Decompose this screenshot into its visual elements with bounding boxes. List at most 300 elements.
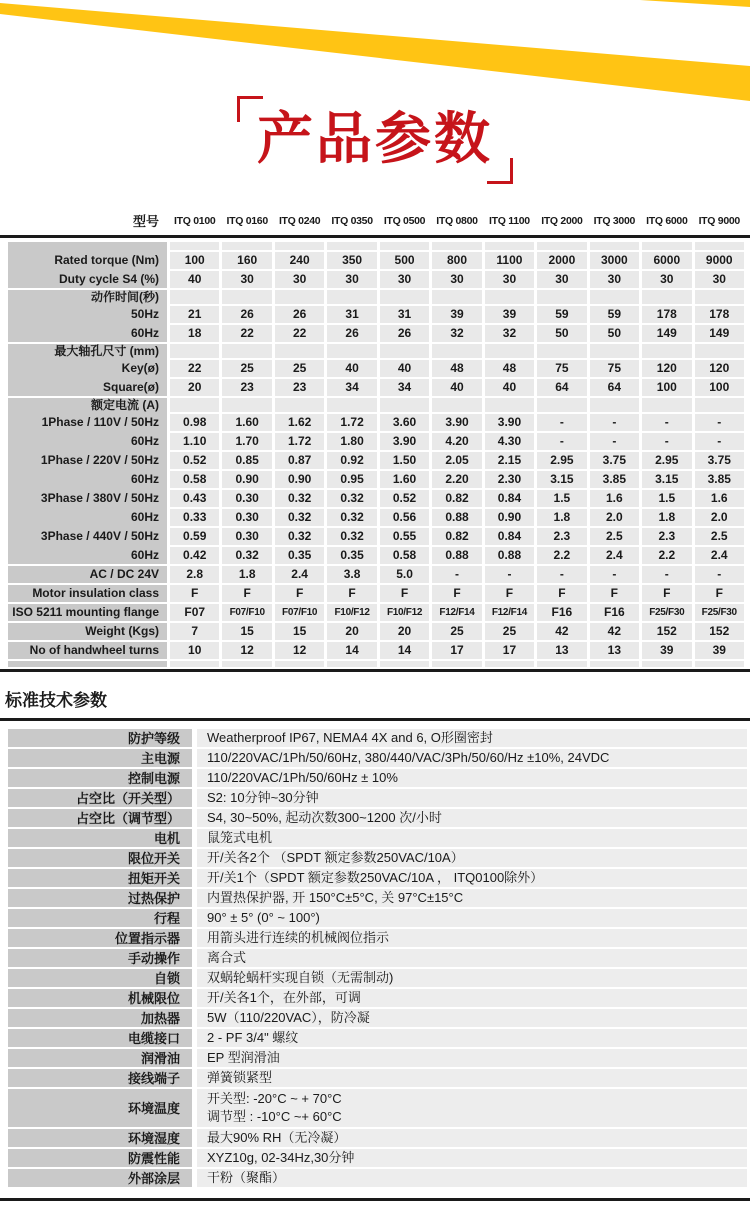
spec-value-cell: 3.75 [590,452,639,469]
spec-value-cell: 0.52 [170,452,219,469]
tech-param-value [197,949,747,967]
spec-value-cell: 34 [327,379,376,396]
spec-value-cell: 31 [327,306,376,323]
spec-value-cell: 3.85 [590,471,639,488]
spec-value-cell [275,398,324,412]
spec-row [0,585,750,602]
spec-value-cell: 3.90 [485,414,534,431]
spec-section-row [0,398,750,412]
spec-value-cell: 15 [275,623,324,640]
spec-value-cell: 1.72 [327,414,376,431]
spec-section-row [0,344,750,358]
tech-param-row [0,1009,750,1027]
spec-value-cell: 3.75 [695,452,744,469]
spec-value-cell: 0.32 [275,528,324,545]
spec-value-cell: 0.32 [327,528,376,545]
tech-param-row [0,749,750,767]
spec-value-cell: 42 [537,623,586,640]
spec-value-cell: 23 [222,379,271,396]
tech-param-value [197,1049,747,1067]
model-header-cell: ITQ 0240 [278,214,321,227]
tech-param-label: 位置指示器 [8,929,192,947]
spec-value-cell: 0.30 [222,490,271,507]
spec-value-cell [275,661,324,667]
spec-value-cell: - [642,566,691,583]
spec-value-cell: - [485,566,534,583]
spec-value-cell: 2.5 [590,528,639,545]
spec-value-cell: 75 [590,360,639,377]
tech-param-value-line: S2: 10分钟~30分钟 [207,789,319,805]
spec-value-cell: 0.55 [380,528,429,545]
spec-value-cell: 2000 [537,252,586,269]
spec-row-label: Key(ø) [8,360,167,377]
tech-param-value [197,869,747,887]
spec-value-cell: F [380,585,429,602]
spec-value-cell: 13 [537,642,586,659]
spec-row-label: 最大轴孔尺寸 (mm) [8,344,167,358]
spec-value-cell: 0.32 [327,509,376,526]
tech-param-row [0,809,750,827]
spec-value-cell: 2.20 [432,471,481,488]
spec-value-cell: 3.90 [380,433,429,450]
spec-value-cell: 149 [642,325,691,342]
spec-value-cell: 21 [170,306,219,323]
spec-value-cell [327,290,376,304]
spec-value-cell: F10/F12 [380,604,429,621]
tech-param-value [197,1089,747,1127]
spec-value-cell: - [695,414,744,431]
tech-param-value-line: 双蜗轮蜗杆实现自锁（无需制动) [207,969,394,985]
spec-value-cell: 25 [222,360,271,377]
spec-value-cell: 30 [275,271,324,288]
tech-param-value-line: 5W（110/220VAC），防冷凝 [207,1009,370,1025]
spec-value-cell [380,661,429,667]
spec-row [0,271,750,288]
spec-value-cell [432,661,481,667]
tech-param-value-line: 鼠笼式电机 [207,829,273,845]
spec-value-cell: F [537,585,586,602]
model-header-cell: ITQ 0100 [174,214,216,227]
spec-value-cell: F [485,585,534,602]
spec-value-cell [380,242,429,250]
spec-value-cell [642,661,691,667]
tech-param-row [0,869,750,887]
spec-value-cell: 2.4 [695,547,744,564]
spec-value-cell: 5.0 [380,566,429,583]
spec-row-label: 额定电流 (A) [8,398,167,412]
spec-value-cell: - [590,433,639,450]
spec-value-cell: 30 [380,271,429,288]
spec-row-label: 60Hz [8,547,167,564]
spec-value-cell: 2.0 [695,509,744,526]
tech-param-row [0,949,750,967]
model-header-cell: ITQ 1100 [489,214,530,227]
spec-value-cell [695,344,744,358]
spec-value-cell: 6000 [642,252,691,269]
spec-value-cell: 64 [537,379,586,396]
spec-value-cell: 48 [485,360,534,377]
tech-param-value-line: 用箭头进行连续的机械阀位指示 [207,929,390,945]
spec-value-cell: 23 [275,379,324,396]
title-area [0,0,750,184]
tech-param-row [0,989,750,1007]
spec-value-cell [590,290,639,304]
spec-value-cell: 17 [432,642,481,659]
spec-row [0,325,750,342]
spec-value-cell [170,398,219,412]
spec-value-cell: 7 [170,623,219,640]
spec-value-cell [695,398,744,412]
spec-value-cell: 20 [170,379,219,396]
spec-value-cell: 32 [485,325,534,342]
spec-row [0,604,750,621]
spec-value-cell: F [642,585,691,602]
spec-row [0,306,750,323]
tech-param-value [197,889,747,907]
spec-row [0,414,750,431]
spec-row [0,252,750,269]
spec-row-label: 3Phase / 380V / 50Hz [8,490,167,507]
spec-value-cell: 0.56 [380,509,429,526]
spec-row-label: Duty cycle S4 (%) [8,271,167,288]
spec-value-cell [642,344,691,358]
spec-value-cell: 0.88 [432,547,481,564]
spec-value-cell: 30 [695,271,744,288]
spec-value-cell: - [590,566,639,583]
spec-header-row [0,212,750,230]
spec-value-cell: 25 [485,623,534,640]
spec-row [0,471,750,488]
spec-row [0,452,750,469]
spec-value-cell: 2.2 [642,547,691,564]
tech-param-row [0,849,750,867]
tech-param-label: 过热保护 [8,889,192,907]
tech-param-label: 加热器 [8,1009,192,1027]
tech-param-label: 限位开关 [8,849,192,867]
spec-value-cell: 0.32 [275,490,324,507]
spec-value-cell: 2.05 [432,452,481,469]
tech-param-label: 外部涂层 [8,1169,192,1187]
spec-value-cell [695,242,744,250]
spec-value-cell: 0.42 [170,547,219,564]
spec-value-cell [327,344,376,358]
page-title: 产品参数 [257,107,493,170]
title-frame [237,96,513,184]
tech-param-label: 占空比（调节型） [8,809,192,827]
tech-param-value [197,1009,747,1027]
spec-value-cell: 2.4 [275,566,324,583]
spec-value-cell [275,344,324,358]
spec-value-cell: 39 [642,642,691,659]
spec-value-cell: 40 [485,379,534,396]
tech-param-label: 占空比（开关型） [8,789,192,807]
spec-value-cell [432,398,481,412]
spec-value-cell: 50 [537,325,586,342]
spec-value-cell [537,398,586,412]
tech-param-label: 电缆接口 [8,1029,192,1047]
spec-section-row [0,290,750,304]
spec-value-cell [432,290,481,304]
spec-value-cell: 2.8 [170,566,219,583]
tech-params-body [0,729,750,1187]
spec-row [0,547,750,564]
spec-value-cell: F [432,585,481,602]
tech-param-value-line: S4, 30~50%, 起动次数300~1200 次/小时 [207,809,442,825]
spec-value-cell: 3.90 [432,414,481,431]
spec-row-label [8,242,167,250]
spec-value-cell: 0.84 [485,490,534,507]
spec-row-label: 动作时间(秒) [8,290,167,304]
spec-value-cell: 0.82 [432,528,481,545]
spec-value-cell: 3.8 [327,566,376,583]
spec-row [0,360,750,377]
spec-row [0,528,750,545]
spec-value-cell [695,661,744,667]
tech-param-value [197,769,747,787]
spec-value-cell [222,290,271,304]
spec-value-cell: 2.3 [537,528,586,545]
tech-param-row [0,1169,750,1187]
tech-param-value [197,969,747,987]
spec-value-cell: 12 [222,642,271,659]
header-divider-rule [0,235,750,238]
spec-row [0,433,750,450]
spec-row [0,623,750,640]
spec-value-cell: 1.8 [222,566,271,583]
tech-param-row [0,829,750,847]
tech-param-value [197,909,747,927]
spec-value-cell: 0.84 [485,528,534,545]
spec-value-cell: 20 [380,623,429,640]
spec-value-cell [590,344,639,358]
spec-value-cell: 800 [432,252,481,269]
spec-value-cell: 15 [222,623,271,640]
spec-value-cell: - [642,433,691,450]
spec-value-cell: F [170,585,219,602]
spec-value-cell: 48 [432,360,481,377]
spec-value-cell: 3.15 [642,471,691,488]
spec-value-cell: 0.90 [485,509,534,526]
spec-value-cell: 100 [642,379,691,396]
spec-value-cell: 1.5 [537,490,586,507]
tech-param-value [197,789,747,807]
spec-value-cell: 152 [642,623,691,640]
spec-value-cell: 0.88 [485,547,534,564]
spec-value-cell: 1.60 [380,471,429,488]
spec-value-cell: 178 [642,306,691,323]
tech-param-value-line: 110/220VAC/1Ph/50/60Hz, 380/440/VAC/3Ph/50/60/Hz ±10%, 24VDC [207,749,610,765]
spec-value-cell [170,290,219,304]
spec-value-cell: 59 [537,306,586,323]
spec-value-cell: 3.60 [380,414,429,431]
spec-value-cell: 30 [537,271,586,288]
tech-param-value-line: 90° ± 5° (0° ~ 100°) [207,909,320,925]
tech-param-label: 主电源 [8,749,192,767]
spec-value-cell: 120 [695,360,744,377]
spec-value-cell: 160 [222,252,271,269]
spec-row-label: Motor insulation class [8,585,167,602]
spec-value-cell: 1.70 [222,433,271,450]
spec-value-cell: - [537,566,586,583]
model-header-cell: ITQ 0800 [436,214,478,227]
spec-value-cell: 31 [380,306,429,323]
spec-value-cell: 32 [432,325,481,342]
spec-value-cell [327,242,376,250]
spec-value-cell [590,661,639,667]
tech-param-value [197,729,747,747]
spec-value-cell: 1.10 [170,433,219,450]
spec-value-cell: 1.50 [380,452,429,469]
spec-value-cell: 40 [170,271,219,288]
spec-value-cell [485,344,534,358]
spec-value-cell [695,290,744,304]
spec-value-cell [170,242,219,250]
spec-row-label: Rated torque (Nm) [8,252,167,269]
spec-row-label: 60Hz [8,325,167,342]
spec-value-cell [537,661,586,667]
spec-value-cell: 40 [432,379,481,396]
model-header-cell: ITQ 0350 [331,214,373,227]
spec-value-cell: 2.15 [485,452,534,469]
spec-value-cell: 22 [275,325,324,342]
tech-param-label: 手动操作 [8,949,192,967]
spec-value-cell: F10/F12 [327,604,376,621]
spec-value-cell: 120 [642,360,691,377]
spec-value-cell: 0.87 [275,452,324,469]
spec-value-cell: F07/F10 [222,604,271,621]
spec-value-cell: 0.32 [327,490,376,507]
spec-value-cell: 2.2 [537,547,586,564]
tech-param-row [0,1149,750,1167]
spec-value-cell: 30 [222,271,271,288]
spec-value-cell [170,344,219,358]
tech-param-label: 电机 [8,829,192,847]
spec-row [0,379,750,396]
spec-value-cell: 50 [590,325,639,342]
spec-value-cell: 9000 [695,252,744,269]
spec-value-cell: F12/F14 [485,604,534,621]
model-header-cell: ITQ 0500 [383,214,426,227]
spec-table [0,212,750,672]
spec-value-cell [222,242,271,250]
spec-bottom-rule [0,669,750,672]
spec-value-cell [537,242,586,250]
spec-value-cell: 1.8 [642,509,691,526]
spec-value-cell: 0.98 [170,414,219,431]
tech-param-value [197,749,747,767]
tech-param-value [197,1149,747,1167]
spec-value-cell: 0.85 [222,452,271,469]
spec-value-cell: 30 [327,271,376,288]
model-column-header: 型号 [132,214,159,230]
tech-param-row [0,1049,750,1067]
spec-value-cell: 0.32 [275,509,324,526]
spec-value-cell: F25/F30 [642,604,691,621]
spec-value-cell: 350 [327,252,376,269]
spec-value-cell: 500 [380,252,429,269]
spec-row [0,490,750,507]
tech-param-value [197,849,747,867]
tech-param-row [0,729,750,747]
tech-param-value-line: 110/220VAC/1Ph/50/60Hz ± 10% [207,769,398,785]
tech-param-row [0,969,750,987]
spec-value-cell: 59 [590,306,639,323]
tech-param-label: 扭矩开关 [8,869,192,887]
spec-value-cell: F [590,585,639,602]
tech-params-title: 标准技术参数 [5,690,107,710]
spec-row-label: ISO 5211 mounting flange [8,604,167,621]
tech-param-row [0,909,750,927]
spec-value-cell: F16 [590,604,639,621]
spec-value-cell [222,661,271,667]
spec-value-cell: 1100 [485,252,534,269]
spec-value-cell: 13 [590,642,639,659]
tech-param-label: 防震性能 [8,1149,192,1167]
spec-value-cell: 1.60 [222,414,271,431]
spec-value-cell: F25/F30 [695,604,744,621]
spec-value-cell: 1.8 [537,509,586,526]
spec-value-cell [485,398,534,412]
spec-value-cell: 2.0 [590,509,639,526]
tech-param-value-line: 干粉（聚酯） [207,1169,286,1185]
spec-value-cell: F07/F10 [275,604,324,621]
spec-value-cell: 18 [170,325,219,342]
spec-value-cell [327,661,376,667]
tech-param-label: 控制电源 [8,769,192,787]
spec-value-cell: F16 [537,604,586,621]
spec-value-cell [590,398,639,412]
spec-value-cell: F [275,585,324,602]
spec-value-cell: F [222,585,271,602]
spec-value-cell: 0.35 [275,547,324,564]
spec-value-cell: - [537,433,586,450]
spec-row [0,566,750,583]
tech-params-section [0,686,750,1201]
spec-value-cell: 0.32 [222,547,271,564]
spec-value-cell: 1.72 [275,433,324,450]
spec-row-label: AC / DC 24V [8,566,167,583]
spec-value-cell: 149 [695,325,744,342]
tech-param-label: 自锁 [8,969,192,987]
spec-value-cell: 17 [485,642,534,659]
spec-value-cell: 14 [380,642,429,659]
spec-value-cell: - [537,414,586,431]
spec-value-cell [432,344,481,358]
spec-value-cell: 25 [275,360,324,377]
tech-param-value [197,829,747,847]
spec-value-cell: 2.30 [485,471,534,488]
spec-row-label: 60Hz [8,509,167,526]
spec-value-cell: 2.95 [537,452,586,469]
spec-value-cell [485,661,534,667]
spec-value-cell: 3.85 [695,471,744,488]
spec-value-cell [537,290,586,304]
spec-row-label: 60Hz [8,433,167,450]
spec-value-cell: 42 [590,623,639,640]
spec-value-cell: 25 [432,623,481,640]
spec-value-cell: 30 [485,271,534,288]
tech-param-value-line: 开/关各1个，在外部，可调 [207,989,361,1005]
spec-value-cell [327,398,376,412]
spec-value-cell: 3000 [590,252,639,269]
spec-value-cell: 39 [695,642,744,659]
spec-value-cell: 40 [327,360,376,377]
model-header-cell: ITQ 0160 [226,214,268,227]
spec-value-cell: 1.80 [327,433,376,450]
corner-bracket-topleft-icon [237,96,263,122]
tech-param-value-line: Weatherproof IP67, NEMA4 4X and 6, O形圈密封 [207,729,493,745]
spec-row-label: 3Phase / 440V / 50Hz [8,528,167,545]
